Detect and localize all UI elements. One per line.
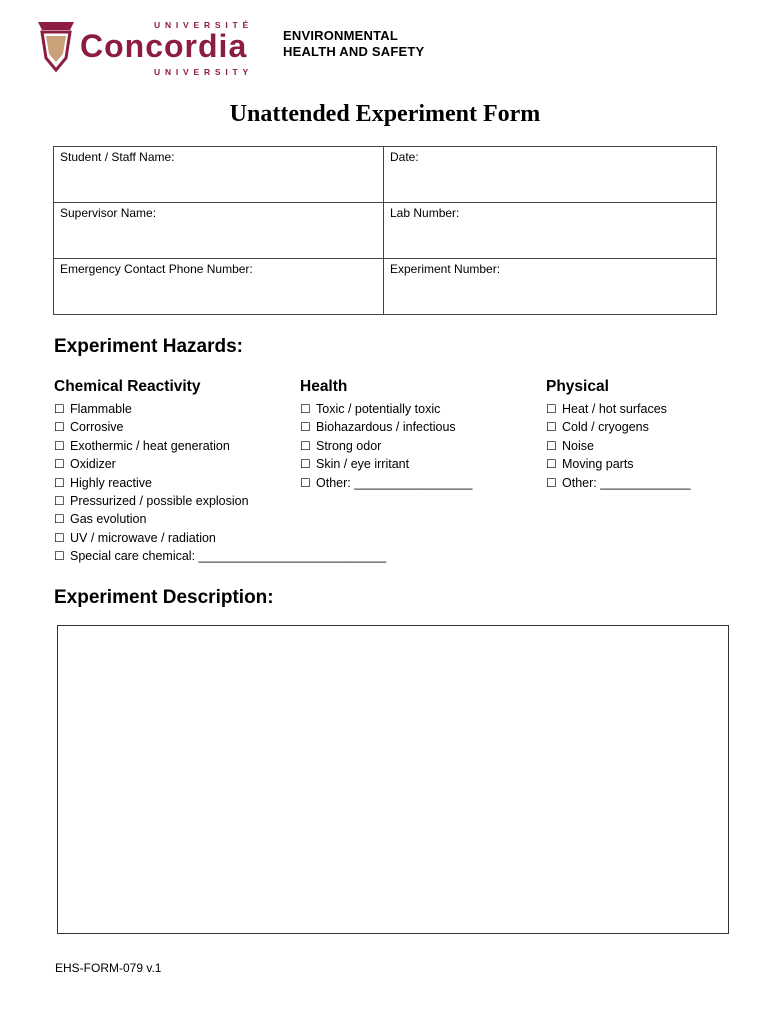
chemical-checkbox-label: Gas evolution [70,512,147,527]
chemical-checkbox-label: Special care chemical: ___________________________ [70,549,387,564]
hazards-heading: Experiment Hazards: [54,336,244,357]
chemical-checkbox-label: Highly reactive [70,475,152,490]
description-heading: Experiment Description: [54,587,274,608]
health-checkbox-item[interactable] [300,474,472,492]
health-checkbox-label: Skin / eye irritant [316,457,410,472]
chemical-checkbox-label: Oxidizer [70,457,116,472]
date-field[interactable] [384,147,717,203]
checkbox-icon[interactable]: ☐ [546,438,557,453]
student-staff-name-field[interactable] [54,147,384,203]
chemical-checkbox-item[interactable] [54,529,386,547]
logo-universite-text: UNIVERSITÉ [154,20,254,30]
concordia-seal-icon [36,18,76,74]
checkbox-icon[interactable]: ☐ [54,402,65,416]
experiment-number-label: Experiment Number: [390,262,501,276]
concordia-logo [36,16,261,78]
health-checkbox-item[interactable] [300,437,472,455]
physical-checkbox-item[interactable] [546,474,691,492]
form-code: EHS-FORM-079 v.1 [55,961,162,975]
department-name [283,28,424,60]
health-title: Health [300,378,348,395]
emergency-contact-label: Emergency Contact Phone Number: [60,262,253,276]
physical-checkbox-label: Other: _____________ [562,475,691,490]
physical-checkbox-item[interactable] [546,437,691,455]
emergency-contact-field[interactable] [54,259,384,315]
lab-number-label: Lab Number: [390,206,460,220]
checkbox-icon[interactable]: ☐ [546,457,557,472]
department-line-2: HEALTH AND SAFETY [283,44,425,59]
health-list [300,400,472,492]
department-line-1: ENVIRONMENTAL [283,28,399,43]
checkbox-icon[interactable]: ☐ [54,512,65,527]
chemical-checkbox-label: Exothermic / heat generation [70,438,230,453]
chemical-checkbox-label: UV / microwave / radiation [70,530,216,545]
form-title: Unattended Experiment Form [229,101,541,127]
physical-column [546,378,691,492]
health-column [300,378,472,492]
health-checkbox-item[interactable] [300,400,472,418]
physical-checkbox-item[interactable] [546,455,691,473]
checkbox-icon[interactable]: ☐ [546,475,557,490]
checkbox-icon[interactable]: ☐ [300,402,311,416]
health-checkbox-label: Other: _________________ [316,475,473,490]
chemical-checkbox-label: Pressurized / possible explosion [70,494,249,509]
info-table [53,146,717,315]
checkbox-icon[interactable]: ☐ [300,475,311,490]
checkbox-icon[interactable]: ☐ [300,457,311,472]
health-checkbox-item[interactable] [300,418,472,436]
date-label: Date: [390,150,419,164]
lab-number-field[interactable] [384,203,717,259]
checkbox-icon[interactable]: ☐ [300,420,311,435]
checkbox-icon[interactable]: ☐ [54,494,65,509]
supervisor-name-label: Supervisor Name: [60,206,157,220]
checkbox-icon[interactable]: ☐ [54,420,65,435]
checkbox-icon[interactable]: ☐ [54,457,65,472]
health-checkbox-label: Toxic / potentially toxic [316,402,441,416]
chemical-checkbox-label: Flammable [70,402,132,416]
experiment-number-field[interactable] [384,259,717,315]
checkbox-icon[interactable]: ☐ [54,438,65,453]
chemical-checkbox-item[interactable] [54,492,386,510]
physical-checkbox-item[interactable] [546,418,691,436]
checkbox-icon[interactable]: ☐ [546,420,557,435]
physical-checkbox-item[interactable] [546,400,691,418]
checkbox-icon[interactable]: ☐ [54,475,65,490]
physical-checkbox-label: Heat / hot surfaces [562,402,667,416]
supervisor-name-field[interactable] [54,203,384,259]
chemical-checkbox-label: Corrosive [70,420,124,435]
physical-list [546,400,691,492]
checkbox-icon[interactable]: ☐ [54,530,65,545]
chemical-reactivity-title: Chemical Reactivity [54,378,201,395]
physical-checkbox-label: Moving parts [562,457,634,472]
health-checkbox-label: Strong odor [316,438,382,453]
chemical-checkbox-item[interactable] [54,510,386,528]
logo-name-text: Concordia [80,28,248,64]
physical-title: Physical [546,378,609,395]
checkbox-icon[interactable]: ☐ [546,402,557,416]
experiment-description-textarea[interactable] [57,625,729,934]
physical-checkbox-label: Noise [562,438,594,453]
checkbox-icon[interactable]: ☐ [300,438,311,453]
student-staff-name-label: Student / Staff Name: [60,150,175,164]
chemical-checkbox-item[interactable] [54,547,386,565]
physical-checkbox-label: Cold / cryogens [562,420,649,435]
health-checkbox-label: Biohazardous / infectious [316,420,456,435]
health-checkbox-item[interactable] [300,455,472,473]
checkbox-icon[interactable]: ☐ [54,549,65,564]
logo-university-text: UNIVERSITY [154,67,254,77]
